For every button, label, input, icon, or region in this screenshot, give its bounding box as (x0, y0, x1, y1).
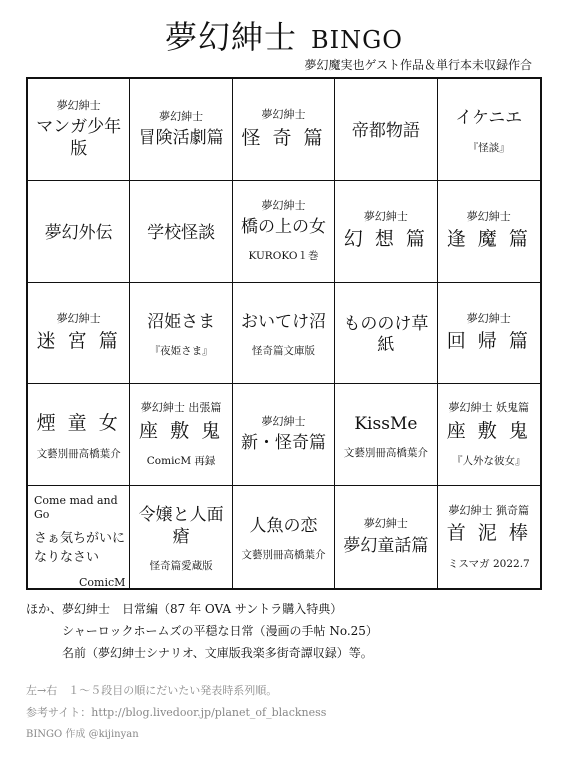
note-line: ほか、夢幻紳士 日常編（87 年 OVA サントラ購入特典） (26, 602, 343, 616)
cell-source: 文藝別冊高橋葉介 (343, 446, 428, 459)
cell-title: 夢幻童話篇 (343, 535, 429, 556)
bingo-cell (438, 384, 540, 486)
bingo-cell (438, 181, 540, 283)
title-english: BINGO (311, 26, 403, 54)
cell-series: Come mad and Go (34, 494, 118, 522)
page-title (0, 12, 568, 58)
cell-source: 怪奇篇愛蔵版 (149, 559, 213, 572)
cell-series: 夢幻紳士 (363, 517, 408, 531)
bingo-cell (335, 384, 437, 486)
cell-title: さぁ気ちがいになりなさい (34, 530, 126, 566)
cell-source: ComicM (78, 575, 126, 588)
footer (26, 680, 326, 746)
cell-source: 怪奇篇文庫版 (251, 345, 315, 358)
cell-title: もののけ草紙 (343, 313, 429, 355)
bingo-cell (28, 181, 130, 283)
cell-title: 橋の上の女 (240, 217, 326, 238)
cell-title: 新・怪奇篇 (240, 433, 326, 454)
bingo-cell (233, 486, 335, 588)
cell-series: 夢幻紳士 (261, 198, 306, 212)
cell-title: 夢幻外伝 (44, 222, 113, 243)
bingo-cell (335, 79, 437, 181)
cell-series: 夢幻紳士 (466, 210, 511, 224)
cell-title: 帝都物語 (351, 120, 420, 141)
bingo-cell (335, 486, 437, 588)
cell-title: 学校怪談 (147, 222, 216, 243)
cell-title: 幻 想 篇 (343, 228, 428, 251)
cell-series: 夢幻紳士 出張篇 (140, 401, 222, 415)
cell-series: 夢幻紳士 (363, 210, 408, 224)
cell-series: 夢幻紳士 (56, 99, 101, 112)
order-note: 左→右 １～５段目の順にだいたい発表時系列順。 (26, 684, 278, 697)
cell-source: 『怪談』 (467, 141, 510, 154)
cell-series: 夢幻紳士 猟奇篇 (448, 503, 530, 517)
cell-series: 夢幻紳士 妖鬼篇 (448, 401, 530, 415)
cell-title: マンガ少年版 (36, 117, 122, 159)
bingo-cell (28, 486, 130, 588)
bingo-cell (130, 181, 232, 283)
bingo-cell (28, 384, 130, 486)
cell-source: ミスマガ 2022.7 (447, 557, 530, 570)
cell-title: 逢 魔 篇 (446, 228, 531, 251)
cell-source: 文藝別冊高橋葉介 (36, 448, 121, 461)
cell-title: 迷 宮 篇 (36, 330, 121, 353)
bingo-cell (130, 79, 232, 181)
note-line: 名前（夢幻紳士シナリオ、文庫版我楽多街奇譚収録）等。 (62, 646, 373, 660)
bingo-cell (438, 486, 540, 588)
cell-title: 沼姫さま (147, 311, 216, 332)
bingo-cell (130, 283, 232, 385)
title-japanese: 夢幻紳士 (165, 18, 298, 56)
bingo-cell (233, 283, 335, 385)
cell-title: イケニエ (455, 108, 523, 129)
bingo-grid (26, 77, 542, 590)
cell-series: 夢幻紳士 (261, 108, 306, 122)
bingo-cell (438, 283, 540, 385)
credit: BINGO 作成 @kijinyan (26, 729, 139, 740)
note-line: シャーロックホームズの平穏な日常（漫画の手帖 No.25） (62, 624, 378, 638)
cell-title: 座 敷 鬼 (139, 419, 224, 442)
cell-title: KissMe (354, 413, 418, 434)
cell-series: 夢幻紳士 (261, 415, 306, 429)
bingo-cell (233, 79, 335, 181)
bingo-cell (28, 283, 130, 385)
bingo-cell (335, 283, 437, 385)
cell-source: KUROKO１巻 (248, 250, 319, 263)
reference-link: 参考サイト：http://blog.livedoor.jp/planet_of_blackness (26, 706, 327, 719)
cell-title: 冒険活劇篇 (138, 127, 224, 148)
bingo-cell (233, 181, 335, 283)
cell-series: 夢幻紳士 (466, 311, 511, 325)
bingo-cell (438, 79, 540, 181)
cell-title: 令嬢と人面瘡 (138, 505, 224, 547)
cell-title: 回 帰 篇 (446, 330, 531, 353)
bingo-cell (233, 384, 335, 486)
cell-title: 煙 童 女 (36, 412, 121, 435)
cell-source: 『人外な彼女』 (452, 455, 526, 468)
cell-source: 『夜姫さま』 (149, 345, 213, 358)
cell-source: ComicM 再録 (146, 455, 216, 468)
subtitle: 夢幻魔実也ゲスト作品＆単行本未収録作合 (304, 58, 532, 72)
notes (26, 598, 378, 664)
cell-title: 怪 奇 篇 (241, 126, 326, 149)
bingo-cell (28, 79, 130, 181)
cell-title: 座 敷 鬼 (446, 419, 531, 442)
bingo-cell (335, 181, 437, 283)
cell-series: 夢幻紳士 (159, 109, 204, 123)
cell-title: おいてけ沼 (240, 311, 326, 332)
bingo-cell (130, 384, 232, 486)
cell-source: 文藝別冊高橋葉介 (241, 549, 326, 562)
bingo-cell (130, 486, 232, 588)
cell-title: 人魚の恋 (249, 515, 318, 536)
cell-title: 首 泥 棒 (446, 521, 531, 544)
cell-series: 夢幻紳士 (56, 311, 101, 325)
